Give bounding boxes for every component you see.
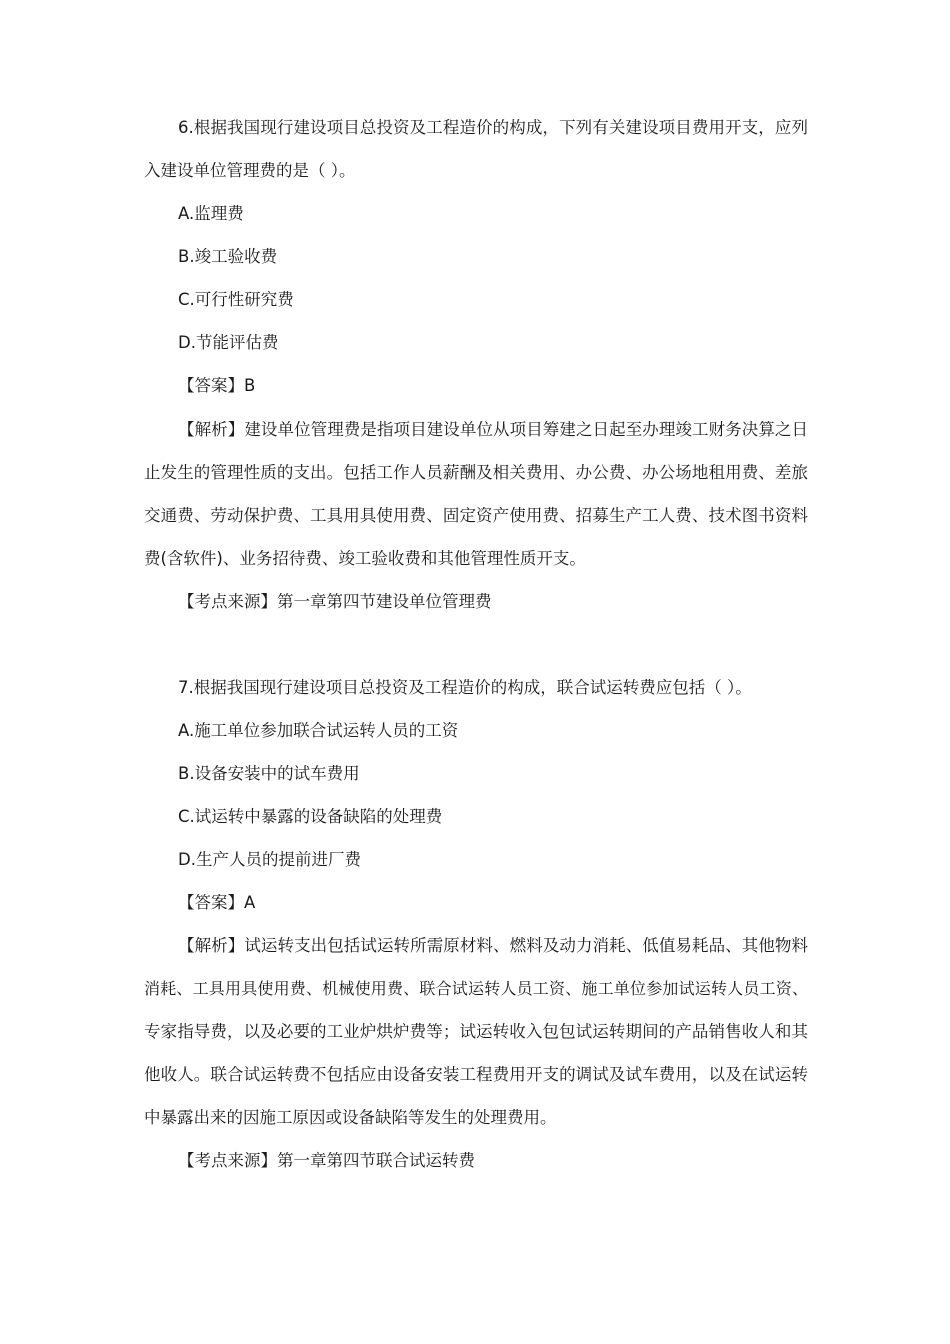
q6-source: 【考点来源】第一章第四节建设单位管理费 (178, 592, 492, 611)
q6-stem-line2: 入建设单位管理费的是（ ）。 (144, 161, 356, 180)
q6-analysis-line4: 费(含软件)、业务招待费、竣工验收费和其他管理性质开支。 (144, 549, 586, 568)
q6-analysis-line3: 交通费、劳动保护费、工具用具使用费、固定资产使用费、招募生产工人费、技术图书资料 (144, 506, 808, 525)
q7-analysis-line3: 专家指导费，以及必要的工业炉烘炉费等；试运转收入包包试运转期间的产品销售收人和其 (144, 1022, 808, 1041)
q6-option-d: D.节能评估费 (178, 333, 279, 352)
q7-answer: 【答案】A (178, 893, 256, 912)
q7-option-d: D.生产人员的提前进厂费 (178, 850, 361, 869)
q7-option-b: B.设备安装中的试车费用 (178, 764, 360, 783)
q7-analysis-line1: 【解析】试运转支出包括试运转所需原材料、燃料及动力消耗、低值易耗品、其他物料 (178, 936, 808, 955)
q6-analysis-line1: 【解析】建设单位管理费是指项目建设单位从项目筹建之日起至办理竣工财务决算之日 (178, 420, 808, 439)
q7-analysis-line2: 消耗、工具用具使用费、机械使用费、联合试运转人员工资、施工单位参加试运转人员工资、 (144, 979, 808, 998)
q7-option-c: C.试运转中暴露的设备缺陷的处理费 (178, 807, 443, 826)
q6-option-c: C.可行性研究费 (178, 290, 294, 309)
q6-option-b: B.竣工验收费 (178, 247, 278, 266)
q6-stem-line1: 6.根据我国现行建设项目总投资及工程造价的构成，下列有关建设项目费用开支，应列 (178, 118, 808, 137)
q7-analysis-line5: 中暴露出来的因施工原因或设备缺陷等发生的处理费用。 (144, 1108, 557, 1127)
q6-answer: 【答案】B (178, 376, 256, 395)
q7-source: 【考点来源】第一章第四节联合试运转费 (178, 1151, 475, 1170)
q7-stem-line1: 7.根据我国现行建设项目总投资及工程造价的构成，联合试运转费应包括（ ）。 (178, 678, 752, 697)
q7-option-a: A.施工单位参加联合试运转人员的工资 (178, 721, 459, 740)
q7-analysis-line4: 他收人。联合试运转费不包括应由设备安装工程费用开支的调试及试车费用，以及在试运转 (144, 1065, 808, 1084)
q6-analysis-line2: 止发生的管理性质的支出。包括工作人员薪酬及相关费用、办公费、办公场地租用费、差旅 (144, 463, 808, 482)
q6-option-a: A.监理费 (178, 204, 244, 223)
